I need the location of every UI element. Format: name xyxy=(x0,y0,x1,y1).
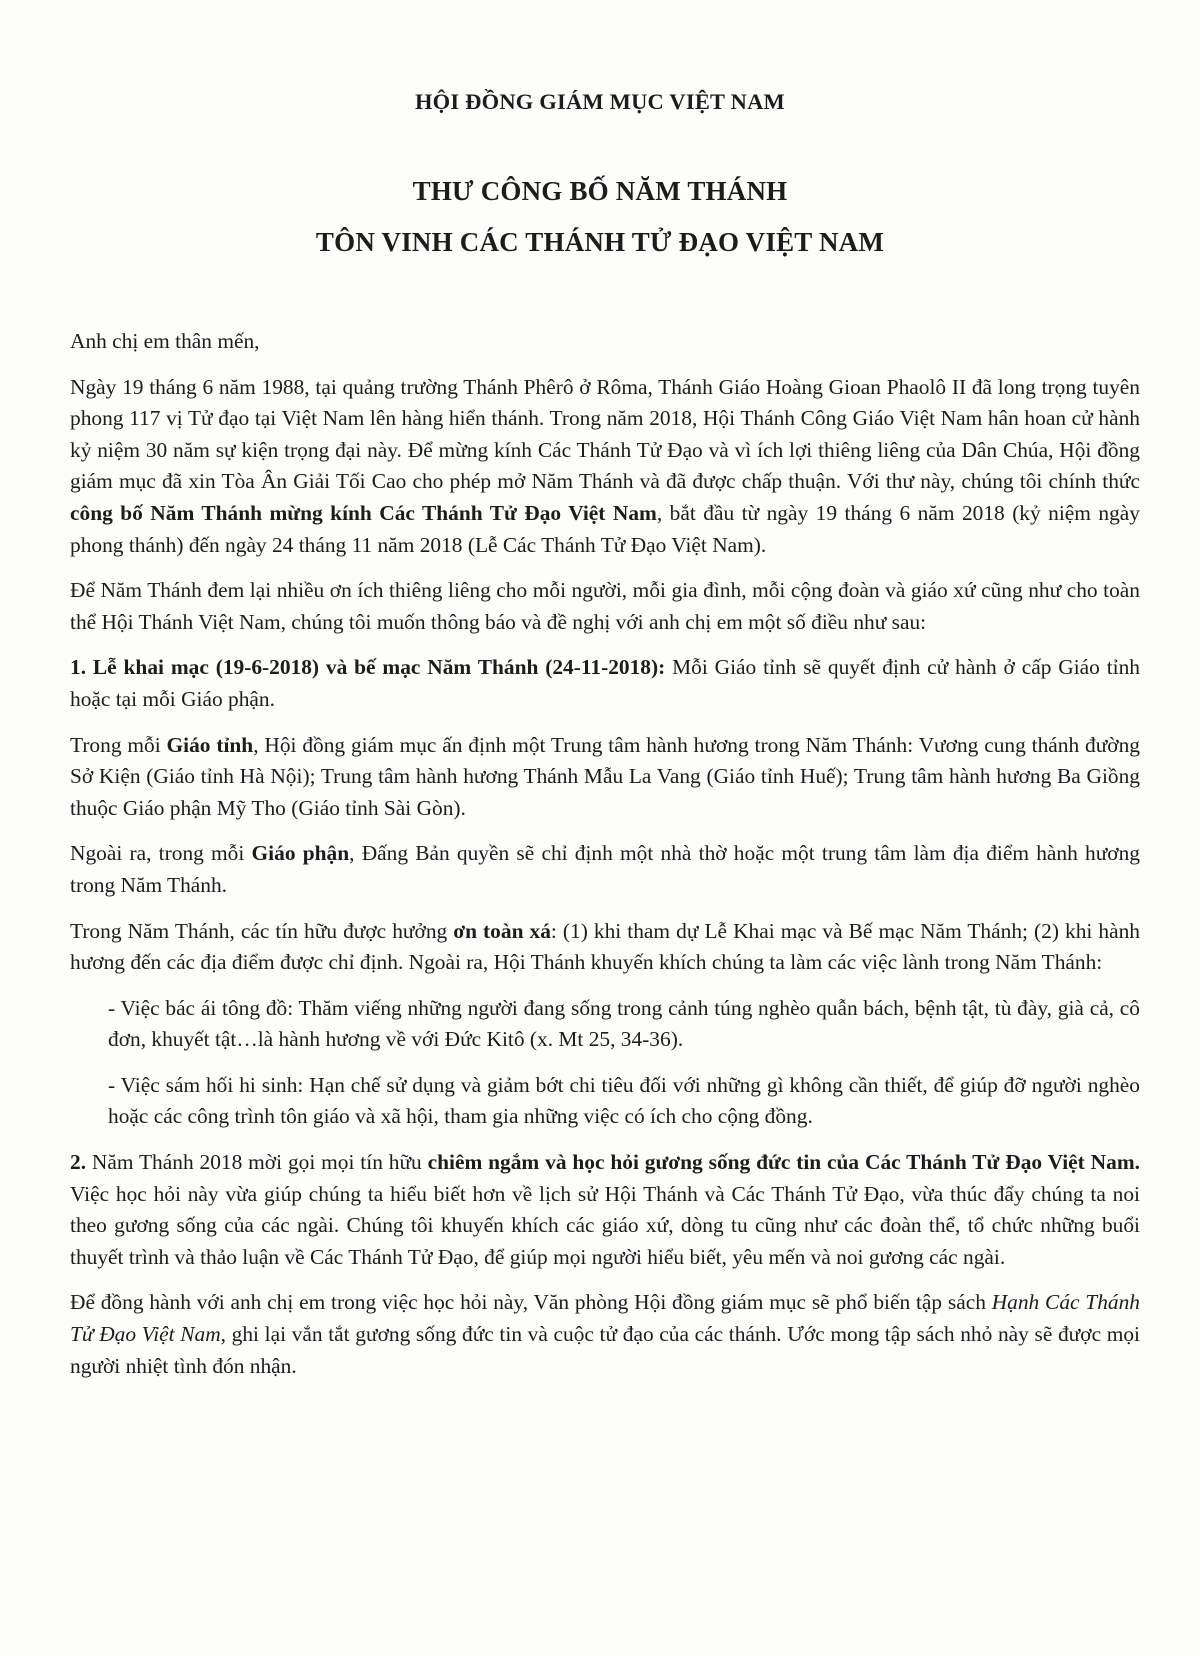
item-2-text: Việc học hỏi này vừa giúp chúng ta hiểu biết hơn về lịch sử Hội Thánh và Các Thánh Tử Đạo, vừa thúc đẩy chúng ta noi theo gương sống của các ngài. Chúng tôi khuyến khích các giáo xứ, dòng tu cũng như các đoàn thể, tổ chức những buổi thuyết trình và thảo luận về Các Thánh Tử Đạo, để giúp mọi người hiểu biết, yêu mến và noi gương các ngài. xyxy=(70,1181,1140,1269)
organization-heading: HỘI ĐỒNG GIÁM MỤC VIỆT NAM xyxy=(414,89,785,114)
paragraph-text: , Đấng Bản quyền sẽ chỉ định một nhà thờ hoặc một trung tâm làm địa điểm hành hương trong Năm Thánh. xyxy=(70,841,1140,897)
paragraph-booklet xyxy=(70,1287,1140,1382)
item-2-number: 2. xyxy=(70,1150,87,1175)
paragraph-announcement xyxy=(70,372,1140,562)
item-2-contemplation xyxy=(70,1147,1140,1273)
paragraph-dioceses xyxy=(70,838,1140,901)
bold-term-province: Giáo tỉnh xyxy=(166,732,254,757)
salutation: Anh chị em thân mến, xyxy=(70,329,260,353)
bold-term-diocese: Giáo phận xyxy=(251,841,350,866)
item-2-bold-phrase: chiêm ngắm và học hỏi gương sống đức tin của Các Thánh Tử Đạo Việt Nam. xyxy=(427,1150,1140,1175)
letter-title-line-1: THƯ CÔNG BỐ NĂM THÁNH xyxy=(412,176,788,206)
paragraph-text: Trong mỗi xyxy=(70,732,167,757)
paragraph-text: : (1) khi tham dự Lễ Khai mạc và Bế mạc Năm Thánh; (2) khi hành hương đến các địa điểm được chỉ định. Ngoài ra, Hội Thánh khuyến khích chúng ta làm các việc lành trong Năm Thánh: xyxy=(70,918,1140,975)
item-1-opening-closing xyxy=(70,652,1140,715)
letter-body xyxy=(70,326,1140,1396)
letter-title-line-2: TÔN VINH CÁC THÁNH TỬ ĐẠO VIỆT NAM xyxy=(315,227,885,257)
paragraph-text: , Hội đồng giám mục ấn định một Trung tâm hành hương trong Năm Thánh: Vương cung thánh đường Sở Kiện (Giáo tỉnh Hà Nội); Trung tâm hành hương Thánh Mẫu La Vang (Giáo tỉnh Huế); Trung tâm hành hương Ba Giồng thuộc Giáo phận Mỹ Tho (Giáo tỉnh Sài Gòn). xyxy=(70,732,1140,820)
paragraph-indulgence xyxy=(70,916,1140,979)
booklet-title: Hạnh Các Thánh Tử Đạo Việt Nam xyxy=(70,1290,1140,1347)
paragraph-text: Trong Năm Thánh, các tín hữu được hưởng xyxy=(70,918,454,943)
bold-announcement: công bố Năm Thánh mừng kính Các Thánh Tử Đạo Việt Nam xyxy=(70,500,657,525)
item-1-text: Mỗi Giáo tỉnh sẽ quyết định cử hành ở cấp Giáo tỉnh hoặc tại mỗi Giáo phận. xyxy=(70,655,1140,711)
paragraph-intro-points: Để Năm Thánh đem lại nhiều ơn ích thiêng liêng cho mỗi người, mỗi gia đình, mỗi cộng đoàn và giáo xứ cũng như cho toàn thể Hội Thánh Việt Nam, chúng tôi muốn thông báo và đề nghị với anh chị em một số điều như sau: xyxy=(70,578,1140,634)
paragraph-provinces xyxy=(70,730,1140,825)
item-2-text: Năm Thánh 2018 mời gọi mọi tín hữu xyxy=(86,1150,428,1175)
bullet-penance: - Việc sám hối hi sinh: Hạn chế sử dụng và giảm bớt chi tiêu đối với những gì không cần thiết, để giúp đỡ người nghèo hoặc các công trình tôn giáo và xã hội, tham gia những việc có ích cho cộng đồng. xyxy=(108,1072,1140,1129)
item-1-heading: 1. Lễ khai mạc (19-6-2018) và bế mạc Năm Thánh (24-11-2018): xyxy=(70,655,666,680)
bullet-charity: - Việc bác ái tông đồ: Thăm viếng những người đang sống trong cảnh túng nghèo quẫn bách, bệnh tật, tù đày, già cả, cô đơn, khuyết tật…là hành hương về với Đức Kitô (x. Mt 25, 34-36). xyxy=(108,995,1140,1052)
paragraph-text: Ngoài ra, trong mỗi xyxy=(70,841,252,866)
paragraph-text: Ngày 19 tháng 6 năm 1988, tại quảng trường Thánh Phêrô ở Rôma, Thánh Giáo Hoàng Gioan Phaolô II đã long trọng tuyên phong 117 vị Tử đạo tại Việt Nam lên hàng hiển thánh. Trong năm 2018, Hội Thánh Công Giáo Việt Nam hân hoan cử hành kỷ niệm 30 năm sự kiện trọng đại này. Để mừng kính Các Thánh Tử Đạo và vì ích lợi thiêng liêng của Dân Chúa, Hội đồng giám mục đã xin Tòa Ân Giải Tối Cao cho phép mở Năm Thánh và đã được chấp thuận. Với thư này, chúng tôi chính thức xyxy=(70,374,1140,494)
paragraph-text: Để đồng hành với anh chị em trong việc học hỏi này, Văn phòng Hội đồng giám mục sẽ phổ biến tập sách xyxy=(70,1290,992,1315)
paragraph-text: , ghi lại vắn tắt gương sống đức tin và cuộc tử đạo của các thánh. Ước mong tập sách nhỏ này sẽ được mọi người nhiệt tình đón nhận. xyxy=(70,1322,1141,1378)
bold-term-indulgence: ơn toàn xá xyxy=(453,918,551,943)
paragraph-text: , bắt đầu từ ngày 19 tháng 6 năm 2018 (kỷ niệm ngày phong thánh) đến ngày 24 tháng 11 năm 2018 (Lễ Các Thánh Tử Đạo Việt Nam). xyxy=(70,500,1140,557)
